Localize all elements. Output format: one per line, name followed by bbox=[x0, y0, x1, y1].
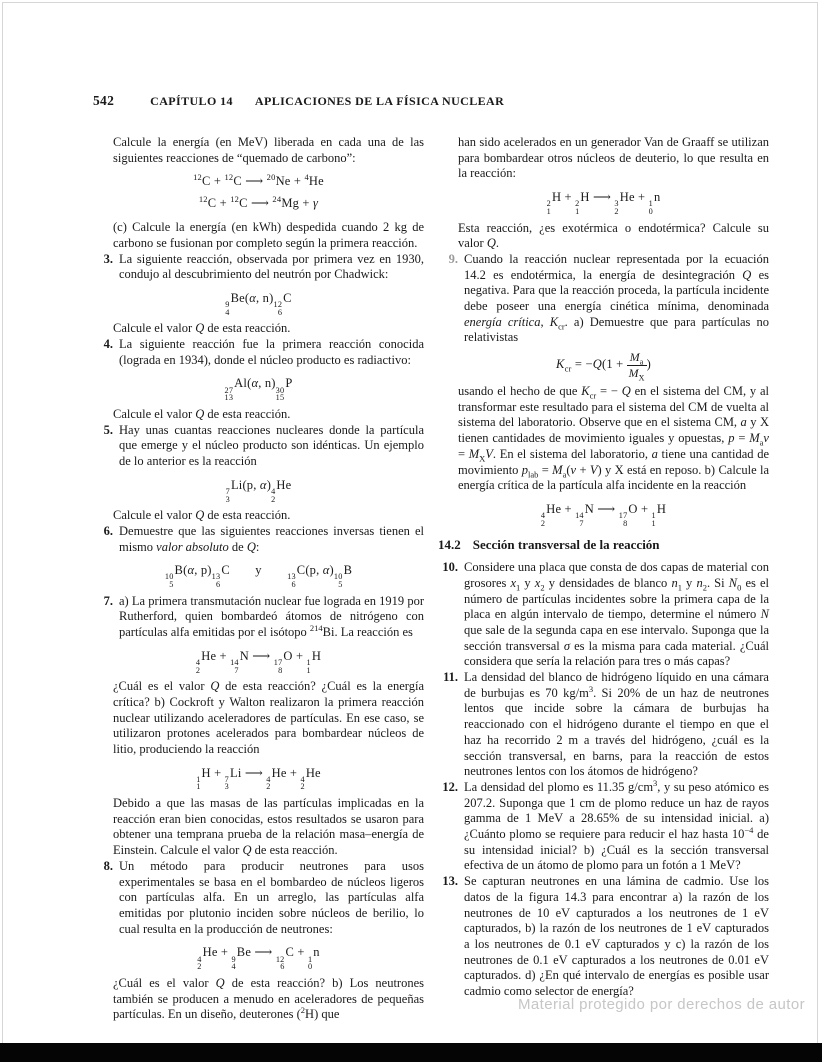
paragraph: Calcule la energía (en MeV) liberada en cada una de las siguientes reacciones de “quemado de carbono”: bbox=[113, 135, 424, 165]
problem-item bbox=[93, 859, 424, 938]
problem-text: Un método para producir neutrones para usos experimentales se basa en el bombardeo de núcleos ligeros con partículas alfa. En un arreglo, las partículas alfa emitidas por plutonio inciden sobre núcleos de berilio, lo cual resulta en la producción de neutrones: bbox=[119, 858, 424, 936]
chapter-label: CAPÍTULO 14 bbox=[150, 94, 233, 108]
problem-item bbox=[438, 670, 769, 780]
equation-line: 2 1 H + 2 1 H ⟶ 3 2 He + 1 0 n bbox=[546, 190, 661, 216]
equation-line: 4 2 He + 14 7 N ⟶ 17 8 O + 1 1 H bbox=[540, 502, 667, 528]
copyright-watermark: Material protegido por derechos de autor bbox=[518, 996, 805, 1013]
running-head bbox=[93, 93, 769, 109]
equation bbox=[93, 646, 424, 674]
problem-text: La siguiente reacción fue la primera reacción conocida (lograda en 1934), donde el núcleo producto es radiactivo: bbox=[119, 337, 424, 367]
equation-line: $^{12}$C + $^{12}$C ⟶ $^{24}$Mg + γ bbox=[198, 194, 319, 211]
problem-number: 11. bbox=[443, 670, 458, 685]
equation-line: 1 1 H + 7 3 Li ⟶ 4 2 He + 4 2 He bbox=[196, 765, 321, 792]
equation bbox=[438, 499, 769, 527]
paragraph: usando el hecho de que $K_{cr}$ = − Q en el sistema del CM, y al transformar este resultado para el sistema del CM de vuelta al sistema del laboratorio. Observe que en el sistema CM, a y X tienen cantidades de movimiento iguales y opuestas, $p = M_av = M_XV$. En el sistema del laboratorio, a tiene una cantidad de movimiento $p_{lab} = M_a(v + V)$ y X está en reposo. b) Calcule la energía crítica de la partícula alfa incidente en la reacción bbox=[458, 384, 769, 493]
equation bbox=[438, 350, 769, 382]
equation bbox=[93, 475, 424, 503]
equation bbox=[93, 288, 424, 316]
chapter-title: APLICACIONES DE LA FÍSICA NUCLEAR bbox=[254, 94, 505, 108]
problem-item bbox=[93, 337, 424, 368]
equation bbox=[93, 560, 424, 588]
problem-item bbox=[438, 252, 769, 346]
paragraph: Calcule el valor Q de esta reacción. bbox=[113, 321, 291, 336]
problem-item bbox=[93, 252, 424, 283]
problem-text: Considere una placa que consta de dos capas de material con grosores $x_1$ y $x_2$ y densidades de blanco $n_1$ y $n_2$. Si $N_0$ es el número de partículas incidentes sobre la primera capa de la placa en algún intervalo de tiempo, determine el número N que sale de la segunda capa en ese intervalo. Suponga que la sección transversal σ es la misma para cada material. ¿Cuál considera que sería la relación para tres o más capas? bbox=[464, 560, 770, 669]
problem-text: La densidad del plomo es 11.35 $g/cm^3$, y su peso atómico es 207.2. Suponga que 1 cm de plomo reduce un haz de rayos gamma de 1 MeV a 28.65% de su intensidad inicial. a) ¿Cuánto plomo se requiere para reducir el haz hasta $10^{-4}$ de su intensidad inicial? b) ¿Cuál es la sección transversal efectiva de un átomo de plomo para un fotón a 1 MeV? bbox=[464, 777, 769, 873]
problem-text: Demuestre que las siguientes reacciones inversas tienen el mismo valor absoluto de Q: bbox=[119, 523, 424, 554]
paragraph: Esta reacción, ¿es exotérmica o endotérmica? Calcule su valor Q. bbox=[458, 220, 769, 251]
paragraph: Debido a que las masas de las partículas implicadas en la reacción eran bien conocidas, estos resultados se usaron para obtener una temprana prueba de la relación masa–energía de Einstein. Calcule el valor Q de esta reacción. bbox=[113, 796, 424, 858]
paragraph: Calcule el valor Q de esta reacción. bbox=[113, 508, 291, 523]
problem-item bbox=[438, 777, 769, 874]
paragraph: (c) Calcule la energía (en kWh) despedida cuando 2 kg de carbono se fusionan por completo según la primera reacción. bbox=[113, 220, 424, 250]
equation bbox=[93, 763, 424, 791]
equation-line: $^{12}$C + $^{12}$C ⟶ $^{20}$Ne + $^4$He bbox=[193, 172, 324, 189]
equation-line: 7 3 Li(p, α) 4 2 He bbox=[225, 477, 292, 504]
equation-line: 10 5 B(α, p) 13 6 C y 13 6 C(p, α) 10 5 B bbox=[164, 563, 353, 590]
equation-line: 4 2 He + 9 4 Be ⟶ 12 6 C + 1 0 n bbox=[197, 945, 320, 972]
two-column-text bbox=[93, 135, 769, 1023]
equation-line: $K_{cr} = -Q(1$ + $\frac{M_a}{M_X}$ ) bbox=[556, 350, 651, 382]
section-heading bbox=[438, 537, 769, 553]
equation bbox=[93, 942, 424, 970]
problem-number: 9. bbox=[448, 251, 458, 266]
section-title: Sección transversal de la reacción bbox=[472, 537, 660, 553]
page-number: 542 bbox=[93, 93, 115, 108]
equation bbox=[93, 373, 424, 401]
problem-item bbox=[438, 874, 769, 1000]
problem-number: 10. bbox=[442, 560, 458, 575]
section-number: 14.2 bbox=[438, 537, 461, 553]
paragraph: Calcule el valor Q de esta reacción. bbox=[113, 406, 291, 421]
problem-text: Se capturan neutrones en una lámina de cadmio. Use los datos de la figura 14.3 para encontrar a) la razón de los neutrones de 10 eV capturados a los neutrones de 1 eV capturados, b) la razón de los neutrones de 1 eV capturados a los neutrones de 0.1 eV capturados y c) la razón de los neutrones de 0.1 eV capturados a los neutrones de 0.01 eV capturados. d) ¿En qué intervalo de energías es posible usar cadmio como selector de energía? bbox=[464, 874, 769, 999]
equation bbox=[438, 187, 769, 215]
scan-black-bar bbox=[0, 1043, 822, 1062]
left-column bbox=[93, 135, 424, 1023]
paragraph: ¿Cuál es el valor Q de esta reacción? b) Los neutrones también se producen a menudo en aceleradores de pequeñas partículas. En un diseño, deuterones ($^2$H) que bbox=[113, 975, 424, 1022]
problem-item bbox=[438, 560, 769, 670]
paragraph: han sido acelerados en un generador Van de Graaff se utilizan para bombardear otros núcleos de deuterio, lo que resulta en la reacción: bbox=[458, 135, 769, 181]
paragraph: ¿Cuál es el valor Q de esta reacción? ¿Cuál es la energía crítica? b) Cockroft y Walton realizaron la primera reacción nuclear utilizando aceleradores de partículas. En ese caso, se utilizaron protones acelerados para bombardear núcleos de litio, produciendo la reacción bbox=[113, 679, 424, 756]
problem-text: a) La primera transmutación nuclear fue lograda en 1919 por Rutherford, quien bombardeó átomos de nitrógeno con partículas alfa emitidas por el isótopo $^{214}$Bi. La reacción es bbox=[119, 593, 424, 640]
problem-number: 4. bbox=[103, 337, 113, 352]
problem-text: Hay unas cuantas reacciones nucleares donde la partícula que emerge y el núcleo producto son idénticas. Un ejemplo de lo anterior es la reacción bbox=[119, 422, 424, 468]
equation-line: 9 4 Be(α, n) 12 6 C bbox=[225, 290, 292, 317]
problem-number: 12. bbox=[442, 779, 458, 794]
problem-number: 8. bbox=[103, 858, 113, 873]
right-column bbox=[438, 135, 769, 1023]
problem-number: 5. bbox=[103, 422, 113, 437]
problem-number: 3. bbox=[103, 251, 113, 266]
problem-item bbox=[93, 423, 424, 470]
problem-text: La siguiente reacción, observada por primera vez en 1930, condujo al descubrimiento del neutrón por Chadwick: bbox=[119, 251, 424, 282]
problem-number: 7. bbox=[103, 593, 113, 608]
problem-text: Cuando la reacción nuclear representada por la ecuación 14.2 es endotérmica, la energía de desintegración Q es negativa. Para que la reacción proceda, la partícula incidente debe poseer una energía cinética mínima, denominada energía crítica, $K_{cr}$. a) Demuestre que para partículas no relativistas bbox=[464, 251, 769, 345]
problem-text: La densidad del blanco de hidrógeno líquido en una cámara de burbujas es 70 $kg/m^3$. Si 20% de un haz de neutrones lentos que incide sobre la cámara de burbujas ha reaccionado con el hidrógeno durante el tiempo en que el haz ha recorrido 2 m a través del hidrógeno, ¿cuál es la sección transversal, en barns, para la reacción de estos neutrones lentos con los átomos de hidrógeno? bbox=[464, 670, 769, 779]
equation-line: 27 13 Al(α, n) 30 15 P bbox=[224, 376, 293, 403]
problem-number: 13. bbox=[442, 874, 458, 889]
problem-item bbox=[93, 594, 424, 641]
book-page bbox=[2, 2, 818, 1043]
equation bbox=[93, 171, 424, 215]
equation-line: 4 2 He + 14 7 N ⟶ 17 8 O + 1 1 H bbox=[195, 648, 322, 675]
problem-number: 6. bbox=[103, 523, 113, 538]
problem-item bbox=[93, 524, 424, 555]
